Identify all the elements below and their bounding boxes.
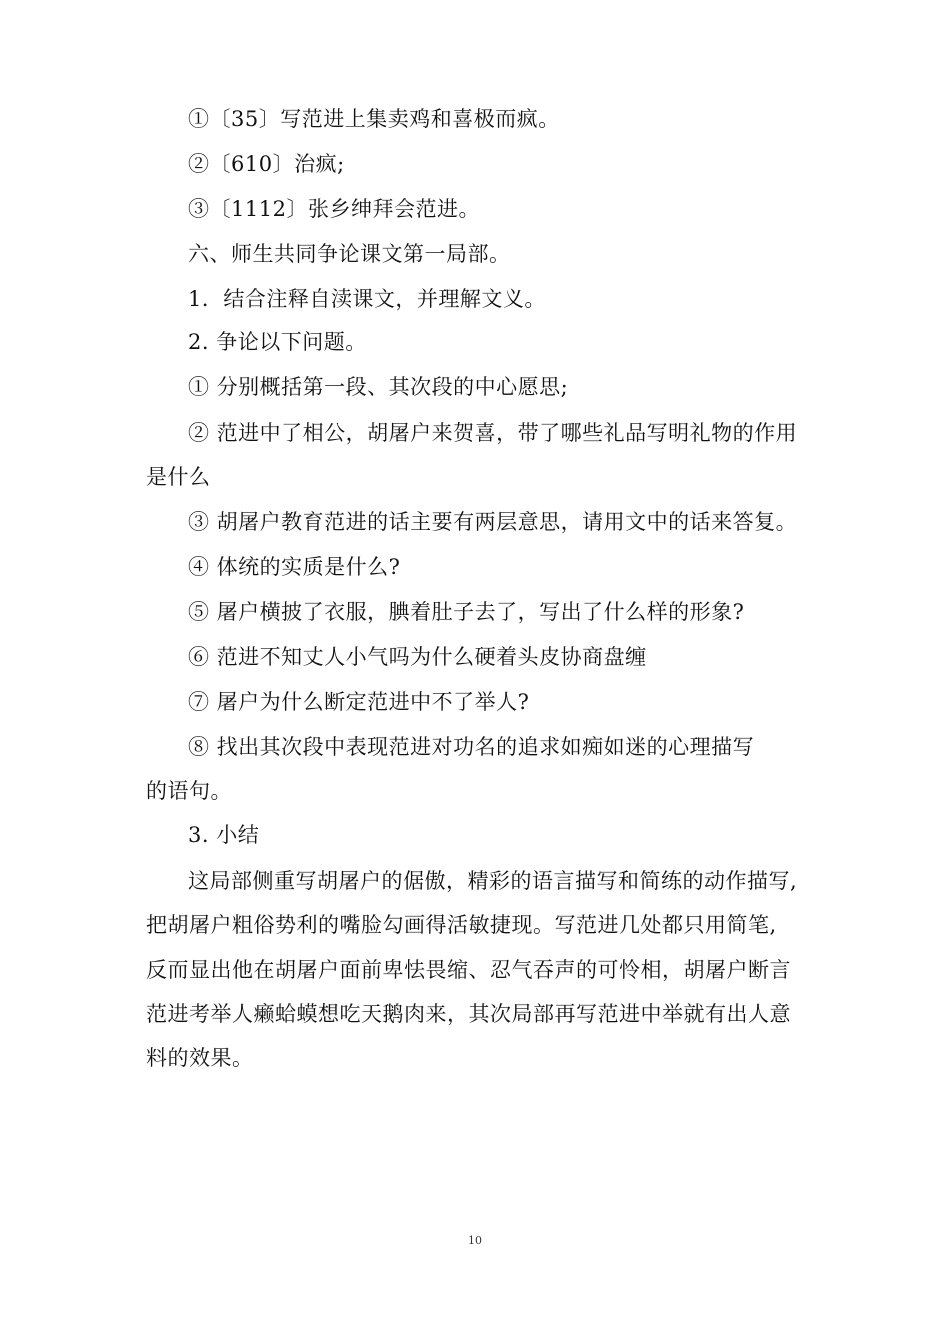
step-2: 2. 争论以下问题。 — [188, 330, 367, 354]
question-7: ⑦ 屠户为什么断定范进中不了举人? — [188, 690, 530, 714]
summary-line-4: 范进考举人癞蛤蟆想吃天鹅肉来，其次局部再写范进中举就有出人意 — [146, 1002, 791, 1026]
question-5: ⑤ 屠户横披了衣服，腆着肚子去了，写出了什么样的形象? — [188, 600, 745, 624]
question-3: ③ 胡屠户教育范进的话主要有两层意思，请用文中的话来答复。 — [188, 510, 798, 534]
question-8-line-1: ⑧ 找出其次段中表现范进对功名的追求如痴如迷的心理描写 — [188, 735, 755, 759]
page-number: 10 — [468, 1234, 482, 1247]
question-8-line-2: 的语句。 — [146, 779, 232, 803]
question-4: ④ 体统的实质是什么? — [188, 555, 401, 579]
summary-line-3: 反而显出他在胡屠户面前卑怯畏缩、忍气吞声的可怜相，胡屠户断言 — [146, 958, 791, 982]
question-2-line-1: ② 范进中了相公，胡屠户来贺喜，带了哪些礼品写明礼物的作用 — [188, 421, 798, 445]
question-2-line-2: 是什么 — [146, 465, 211, 489]
section-heading: 六、师生共同争论课文第一局部。 — [188, 242, 511, 266]
outline-item-3: ③〔1112〕张乡绅拜会范进。 — [188, 197, 480, 221]
summary-line-1: 这局部侧重写胡屠户的倨傲，精彩的语言描写和简练的动作描写, — [188, 869, 798, 893]
summary-line-5: 料的效果。 — [146, 1046, 254, 1070]
step-1: 1．结合注释自渎课文，并理解文义。 — [188, 287, 546, 311]
question-1: ① 分别概括第一段、其次段的中心愿思; — [188, 375, 569, 399]
outline-item-1: ①〔35〕写范进上集卖鸡和喜极而疯。 — [188, 107, 560, 131]
step-3: 3. 小结 — [188, 823, 260, 847]
question-6: ⑥ 范进不知丈人小气吗为什么硬着头皮协商盘缠 — [188, 645, 647, 669]
summary-line-2: 把胡屠户粗俗势利的嘴脸勾画得活敏捷现。写范进几处都只用简笔, — [146, 913, 777, 937]
outline-item-2: ②〔610〕治疯; — [188, 152, 345, 176]
